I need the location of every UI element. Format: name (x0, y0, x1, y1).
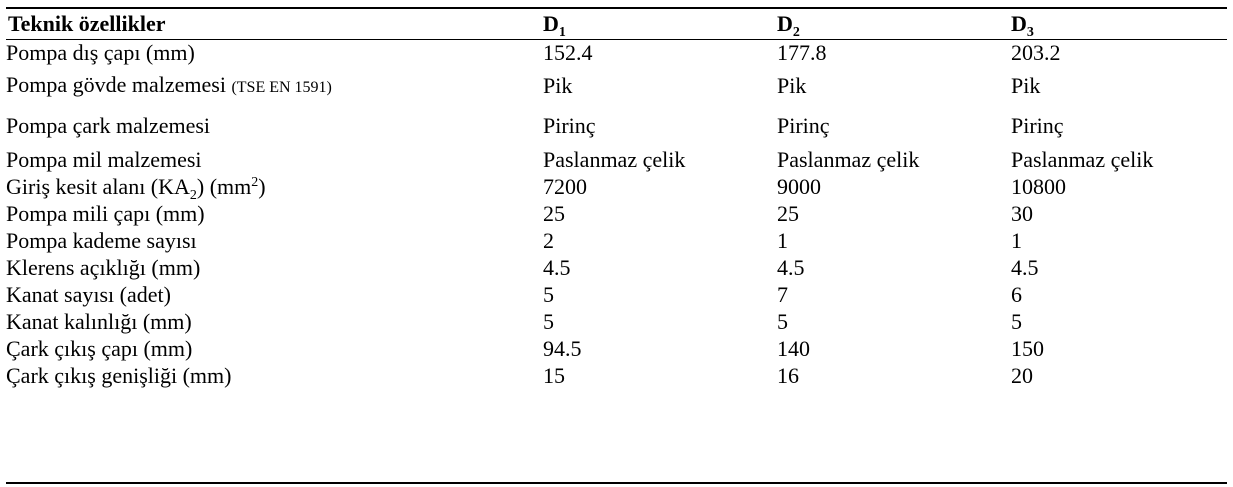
cell-d3: 5 (1011, 308, 1022, 334)
cell-d1: 25 (543, 200, 565, 226)
cell-d2: 9000 (777, 173, 821, 199)
row-label: Pompa mil malzemesi (6, 146, 202, 172)
table-row (6, 173, 1227, 200)
cell-d1: 152.4 (543, 39, 593, 65)
header-d3-base: D (1011, 11, 1027, 36)
cell-d3: 4.5 (1011, 254, 1039, 280)
cell-d1: 5 (543, 308, 554, 334)
row-label: Kanat kalınlığı (mm) (6, 308, 192, 334)
cell-d1: 5 (543, 281, 554, 307)
cell-d1: Pirinç (543, 113, 596, 138)
row-label-text: Pompa gövde malzemesi (6, 71, 226, 97)
header-d1-base: D (543, 11, 559, 36)
cell-d2: 5 (777, 308, 788, 334)
header-d1 (543, 9, 777, 39)
cell-d3: 150 (1011, 335, 1044, 361)
header-d3-sub: 3 (1026, 25, 1034, 40)
cell-d1: 94.5 (543, 335, 582, 361)
label-subscript: 2 (189, 187, 197, 203)
cell-d3: 6 (1011, 281, 1022, 307)
header-label: Teknik özellikler (8, 11, 166, 36)
cell-d3: 20 (1011, 362, 1033, 388)
cell-d3: 1 (1011, 227, 1022, 253)
label-part: ) (258, 173, 266, 199)
row-label: Kanat sayısı (adet) (6, 281, 171, 307)
cell-d2: 140 (777, 335, 810, 361)
table-row (6, 308, 1227, 335)
table-row (6, 66, 1227, 106)
cell-d1: 15 (543, 362, 565, 388)
table-header-row (6, 9, 1227, 39)
cell-d1: 2 (543, 227, 554, 253)
label-part: Giriş kesit alanı (KA (6, 173, 190, 199)
header-d1-sub: 1 (558, 25, 566, 40)
cell-d1: Pik (543, 73, 573, 98)
cell-d2: 7 (777, 281, 788, 307)
row-label: Pompa mili çapı (mm) (6, 200, 205, 226)
cell-d1: 4.5 (543, 254, 571, 280)
cell-d3: 203.2 (1011, 39, 1061, 65)
label-part: ) (mm (196, 173, 252, 199)
table-row (6, 200, 1227, 227)
row-label (6, 173, 543, 203)
row-label (6, 66, 543, 106)
row-label: Çark çıkış genişliği (mm) (6, 362, 232, 388)
table-row (6, 254, 1227, 281)
table-row (6, 146, 1227, 173)
cell-d2: Pik (777, 73, 807, 98)
cell-d2: Pirinç (777, 113, 830, 138)
header-d2-base: D (777, 11, 793, 36)
cell-d2: 16 (777, 362, 799, 388)
table-row (6, 106, 1227, 146)
standard-note: (TSE EN 1591) (231, 78, 332, 96)
row-label: Pompa dış çapı (mm) (6, 39, 195, 65)
cell-d3: Pirinç (1011, 113, 1064, 138)
row-label: Pompa kademe sayısı (6, 227, 197, 253)
table-row (6, 335, 1227, 362)
cell-d3: Pik (1011, 73, 1041, 98)
row-label: Klerens açıklığı (mm) (6, 254, 201, 280)
row-label: Pompa çark malzemesi (6, 113, 211, 138)
header-d3 (1011, 9, 1227, 39)
cell-d3: Paslanmaz çelik (1011, 146, 1154, 172)
table-row (6, 281, 1227, 308)
table-bottom-rule (6, 482, 1227, 484)
label-superscript: 2 (251, 174, 259, 190)
header-d2-sub: 2 (792, 25, 800, 40)
cell-d3: 30 (1011, 200, 1033, 226)
table-row (6, 39, 1227, 66)
cell-d2: 25 (777, 200, 799, 226)
header-d2 (777, 9, 1011, 39)
cell-d2: 1 (777, 227, 788, 253)
cell-d2: 177.8 (777, 39, 827, 65)
table-row (6, 227, 1227, 254)
cell-d2: Paslanmaz çelik (777, 146, 920, 172)
cell-d1: 7200 (543, 173, 587, 199)
cell-d2: 4.5 (777, 254, 805, 280)
technical-specifications-table (6, 9, 1227, 389)
cell-d1: Paslanmaz çelik (543, 146, 686, 172)
cell-d3: 10800 (1011, 173, 1066, 199)
row-label: Çark çıkış çapı (mm) (6, 335, 193, 361)
table-row (6, 362, 1227, 389)
